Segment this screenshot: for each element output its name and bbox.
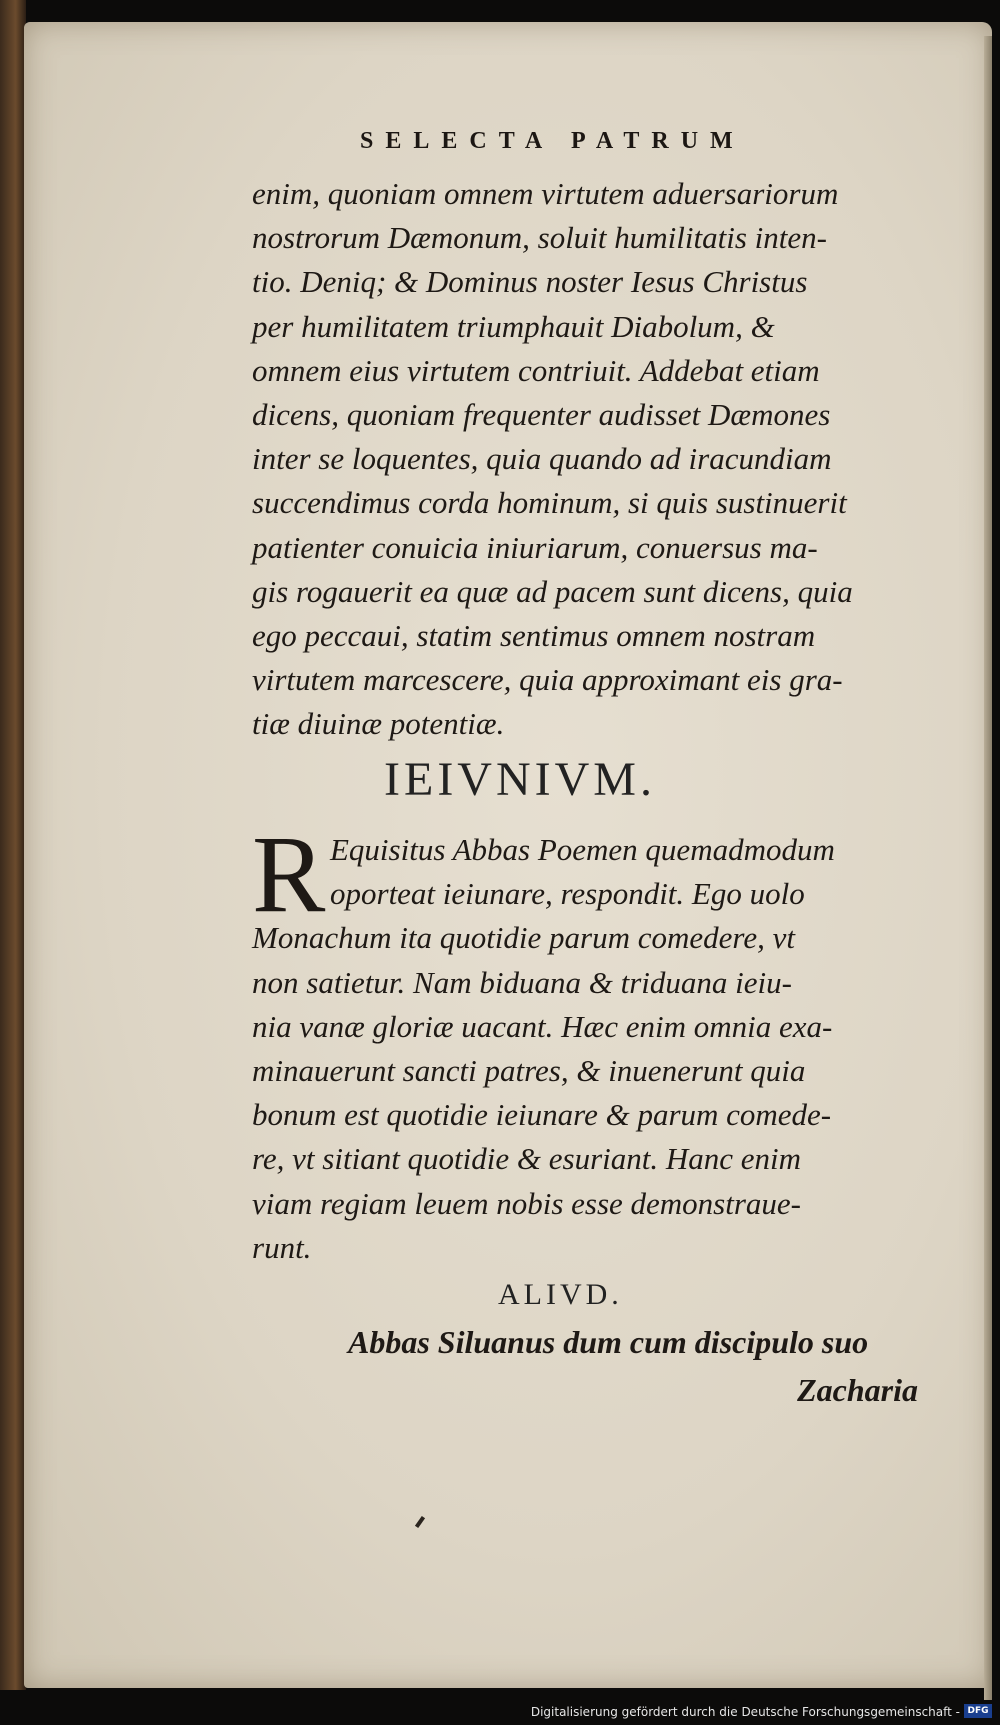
text-line: patienter conuicia iniuriarum, conuersus ma- [252, 529, 818, 565]
text-line: re, vt sitiant quotidie & esuriant. Hanc enim [252, 1141, 802, 1177]
book-binding-edge [0, 0, 26, 1690]
footer-credit: Digitalisierung gefördert durch die Deutsche Forschungsgemeinschaft - [530, 1705, 960, 1719]
text-line: bonum est quotidie ieiunare & parum comede- [252, 1097, 832, 1133]
text-line: enim, quoniam omnem virtutem aduersariorum [252, 176, 839, 211]
text-line: oporteat ieiunare, respondit. Ego uolo [330, 876, 805, 912]
running-head: SELECTA PATRUM [360, 128, 745, 154]
text-line: tiæ diuinæ potentiæ. [252, 706, 505, 742]
closing-line: Abbas Siluanus dum cum discipulo suo [348, 1324, 869, 1360]
text-line: omnem eius virtutem contriuit. Addebat etiam [252, 352, 820, 388]
text-line: minauerunt sancti patres, & inuenerunt quia [252, 1052, 806, 1088]
text-line: Equisitus Abbas Poemen quemadmodum [330, 832, 835, 867]
text-line: inter se loquentes, quia quando ad iracundiam [252, 441, 832, 477]
text-line: ego peccaui, statim sentimus omnem nostram [252, 617, 816, 653]
section-heading: IEIVNIVM. [384, 753, 656, 806]
text-line: gis rogauerit ea quæ ad pacem sunt dicens, quia [252, 573, 853, 609]
paragraph-1 [252, 172, 932, 746]
text-line: tio. Deniq; & Dominus noster Iesus Christus [252, 264, 808, 300]
closing-lines [348, 1318, 918, 1414]
dfg-logo: DFG [964, 1704, 992, 1718]
text-line: runt. [252, 1229, 312, 1265]
text-line: Monachum ita quotidie parum comedere, vt [252, 920, 795, 956]
text-line: nostrorum Dæmonum, soluit humilitatis inten- [252, 220, 827, 256]
catchword: Zacharia [797, 1372, 918, 1408]
text-line: viam regiam leuem nobis esse demonstraue- [252, 1185, 801, 1221]
subheading: ALIVD. [498, 1278, 623, 1311]
text-line: nia vanæ gloriæ uacant. Hæc enim omnia exa- [252, 1008, 833, 1044]
text-line: per humilitatem triumphauit Diabolum, & [252, 308, 775, 344]
paragraph-2 [252, 813, 932, 1270]
drop-cap: R [252, 813, 326, 935]
text-line: non satietur. Nam biduana & triduana ieiu- [252, 964, 792, 1000]
page-edge [984, 36, 992, 1706]
text-line: succendimus corda hominum, si quis sustinuerit [252, 485, 847, 521]
text-line: dicens, quoniam frequenter audisset Dæmones [252, 396, 831, 432]
text-line: virtutem marcescere, quia approximant eis gra- [252, 662, 843, 698]
